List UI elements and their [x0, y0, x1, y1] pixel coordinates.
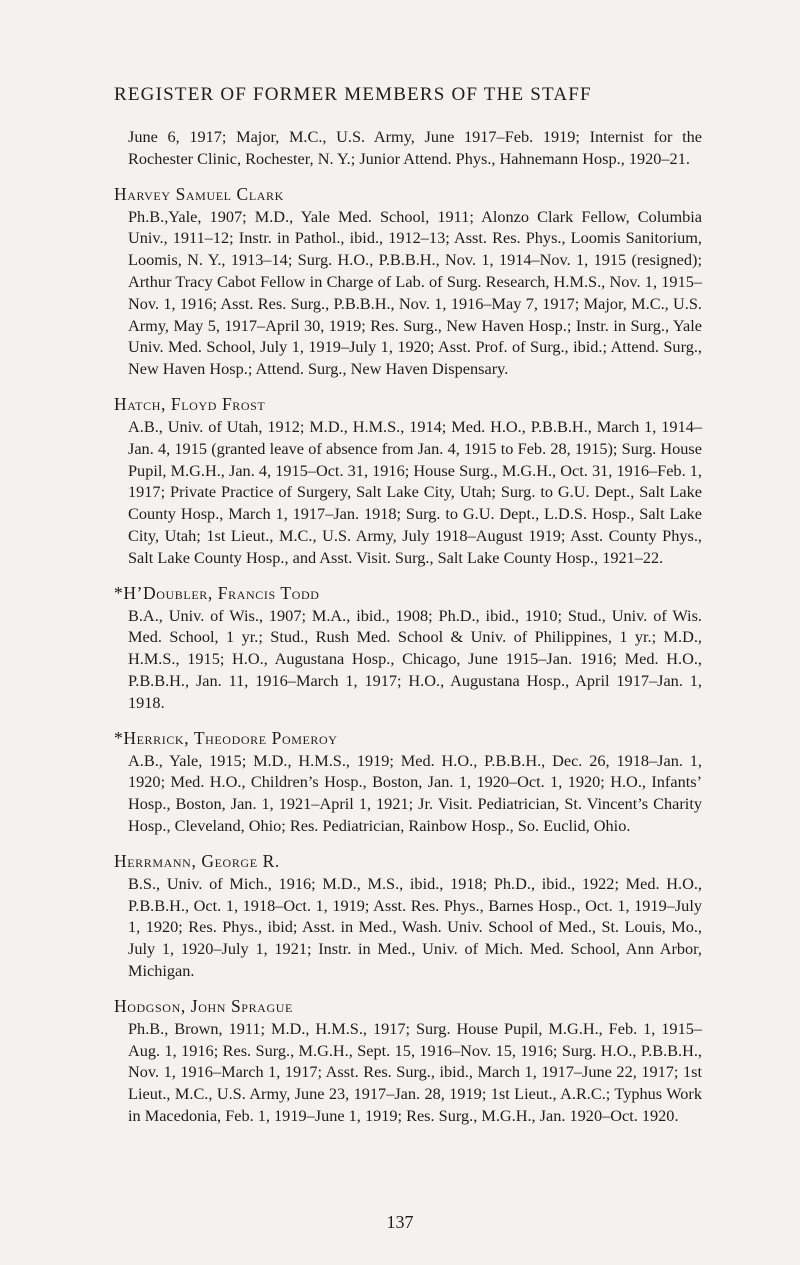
- register-entry-clark: [114, 182, 702, 380]
- continued-entry: [114, 126, 702, 170]
- entry-text: A.B., Univ. of Utah, 1912; M.D., H.M.S., 1914; Med. H.O., P.B.B.H., March 1, 1914–Jan. 4, 1915 (granted leave of absence from Jan. 4, 1915 to Feb. 28, 1915); Surg. House Pupil, M.G.H., Jan. 4, 1915–Oct. 31, 1916; House Surg., M.G.H., Oct. 31, 1916–Feb. 1, 1917; Private Practice of Surgery, Salt Lake City, Utah; Surg. to G.U. Dept., Salt Lake County Hosp., March 1, 1917–Jan. 1918; Surg. to G.U. Dept., L.D.S. Hosp., Salt Lake City, Utah; 1st Lieut., M.C., U.S. Army, July 1918–August 1919; Asst. County Phys., Salt Lake County Hosp., and Asst. Visit. Surg., Salt Lake County Hosp., 1921–22.: [128, 416, 702, 567]
- entry-name: *H’Doubler, Francis Todd: [114, 582, 320, 603]
- register-entry-herrmann: [114, 849, 702, 982]
- register-entry-hodgson: [114, 994, 702, 1127]
- page-number: 137: [386, 1212, 414, 1232]
- entry-name: *Herrick, Theodore Pomeroy: [114, 727, 338, 748]
- running-head: REGISTER OF FORMER MEMBERS OF THE STAFF: [114, 84, 592, 105]
- register-entry-hatch: [114, 392, 702, 569]
- entry-text: B.A., Univ. of Wis., 1907; M.A., ibid., 1908; Ph.D., ibid., 1910; Stud., Univ. of Wis. Med. School, 1 yr.; Stud., Rush Med. School & Univ. of Philippines, 1 yr.; M.D., H.M.S., 1915; H.O., Augustana Hosp., Chicago, June 1915–Jan. 1916; Med. H.O., P.B.B.H., Jan. 11, 1916–March 1, 1917; H.O., Augustana Hosp., April 1917–Jan. 1, 1918.: [128, 605, 702, 712]
- register-entries: [114, 126, 702, 1127]
- entry-text: Ph.B.,Yale, 1907; M.D., Yale Med. School, 1911; Alonzo Clark Fellow, Columbia Univ., 1911–12; Instr. in Pathol., ibid., 1912–13; Asst. Res. Phys., Loomis Sanitorium, Loomis, N. Y., 1913–14; Surg. H.O., P.B.B.H., Nov. 1, 1914–Nov. 1, 1915 (resigned); Arthur Tracy Cabot Fellow in Charge of Lab. of Surg. Research, H.M.S., Nov. 1, 1915–Nov. 1, 1916; Asst. Res. Surg., P.B.B.H., Nov. 1, 1916–May 7, 1917; Major, M.C., U.S. Army, May 5, 1917–April 30, 1919; Res. Surg., New Haven Hosp.; Instr. in Surg., Yale Univ. Med. School, July 1, 1919–July 1, 1920; Asst. Prof. of Surg., ibid.; Attend. Surg., New Haven Hosp.; Attend. Surg., New Haven Dispensary.: [128, 206, 702, 379]
- register-entry-herrick: [114, 726, 702, 837]
- entry-name: Hatch, Floyd Frost: [114, 393, 266, 414]
- entry-name: Harvey Samuel Clark: [114, 183, 284, 204]
- entry-name: Hodgson, John Sprague: [114, 995, 293, 1016]
- entry-text: B.S., Univ. of Mich., 1916; M.D., M.S., ibid., 1918; Ph.D., ibid., 1922; Med. H.O., P.B.B.H., Oct. 1, 1918–Oct. 1, 1919; Asst. Res. Phys., Barnes Hosp., Oct. 1, 1919–July 1, 1920; Res. Phys., ibid; Asst. in Med., Wash. Univ. School of Med., St. Louis, Mo., July 1, 1920–July 1, 1921; Instr. in Med., Univ. of Mich. Med. School, Ann Arbor, Michigan.: [128, 873, 702, 980]
- entry-text: A.B., Yale, 1915; M.D., H.M.S., 1919; Med. H.O., P.B.B.H., Dec. 26, 1918–Jan. 1, 1920; Med. H.O., Children’s Hosp., Boston, Jan. 1, 1920–Oct. 1, 1920; H.O., Infants’ Hosp., Boston, Jan. 1, 1921–April 1, 1921; Jr. Visit. Pediatrician, St. Vincent’s Charity Hosp., Cleveland, Ohio; Res. Pediatrician, Rainbow Hosp., So. Euclid, Ohio.: [128, 750, 702, 835]
- entry-text: Ph.B., Brown, 1911; M.D., H.M.S., 1917; Surg. House Pupil, M.G.H., Feb. 1, 1915–Aug. 1, 1916; Res. Surg., M.G.H., Sept. 15, 1916–Nov. 15, 1916; Surg. H.O., P.B.B.H., Nov. 1, 1916–March 1, 1917; Asst. Res. Surg., ibid., March 1, 1917–June 22, 1917; 1st Lieut., M.C., U.S. Army, June 23, 1917–Jan. 28, 1919; 1st Lieut., A.R.C.; Typhus Work in Macedonia, Feb. 1, 1919–June 1, 1919; Res. Surg., M.G.H., Jan. 1920–Oct. 1920.: [128, 1018, 702, 1125]
- continued-entry-text: June 6, 1917; Major, M.C., U.S. Army, June 1917–Feb. 1919; Internist for the Rochester Clinic, Rochester, N. Y.; Junior Attend. Phys., Hahnemann Hosp., 1920–21.: [128, 127, 702, 168]
- register-entry-hdoubler: [114, 581, 702, 714]
- entry-name: Herrmann, George R.: [114, 850, 280, 871]
